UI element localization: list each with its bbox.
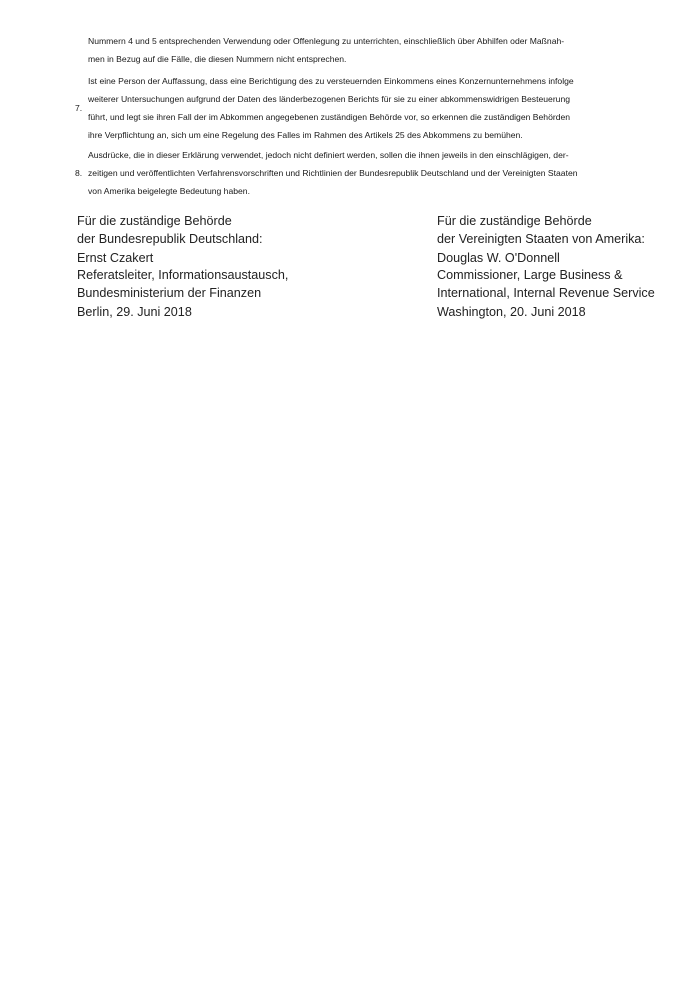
signature-right-authority: Für die zuständige Behörde der Vereinigten Staaten von Amerika: — [437, 214, 645, 246]
paragraph-7-number: 7. — [75, 103, 83, 113]
signature-left-authority: Für die zuständige Behörde der Bundesrepublik Deutschland: — [77, 214, 263, 246]
paragraph-7-text: Ist eine Person der Auffassung, dass eine Berichtigung des zu versteuernden Einkommens eines Konzernunternehmens infolge weiterer Untersuchungen aufgrund der Daten des länderbezogenen Berichts für sie zu einer abkommenswidrigen Besteuerung führt, und legt sie ihren Fall der im Abkommen angegebenen zuständigen Behörde vor, so erkennen die zuständigen Behörden ihre Verpflichtung an, sich um eine Regelung des Falles im Rahmen des Artikels 25 des Abkommens zu bemühen. — [88, 76, 574, 140]
signature-right-name: Douglas W. O'Donnell — [437, 251, 560, 265]
signature-right-place-date: Washington, 20. Juni 2018 — [437, 305, 586, 319]
signature-left-title: Referatsleiter, Informationsaustausch, Bundesministerium der Finanzen — [77, 268, 289, 300]
signature-left-place-date: Berlin, 29. Juni 2018 — [77, 305, 192, 319]
signature-left-name: Ernst Czakert — [77, 251, 154, 265]
paragraph-continuation: Nummern 4 und 5 entsprechenden Verwendung oder Offenlegung zu unterrichten, einschließlich über Abhilfen oder Maßnah- men in Bezug auf die Fälle, die diesen Nummern nicht entsprechen. — [88, 36, 565, 64]
paragraph-8-number: 8. — [75, 168, 83, 178]
signature-right-title: Commissioner, Large Business & International, Internal Revenue Service — [437, 268, 655, 300]
paragraph-8-text: Ausdrücke, die in dieser Erklärung verwendet, jedoch nicht definiert werden, sollen die ihnen jeweils in den einschlägigen, der- zeitigen und veröffentlichten Verfahrensvorschriften und Richtlinien der Bundesrepublik Deutschland und der Vereinigten Staaten von Amerika beigelegte Bedeutung haben. — [88, 150, 578, 196]
